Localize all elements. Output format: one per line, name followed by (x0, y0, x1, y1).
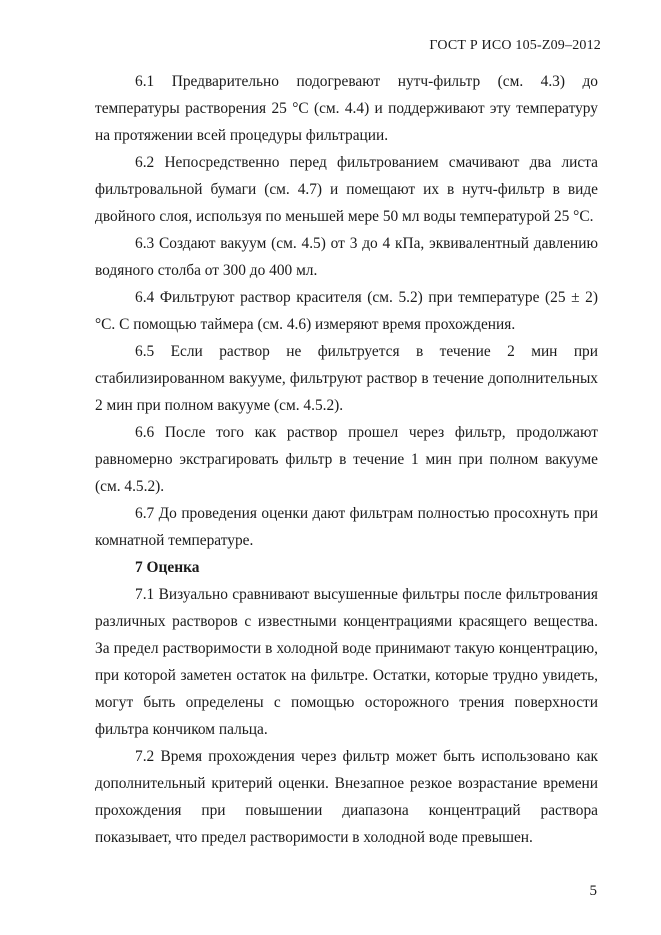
paragraph-6-6: 6.6 После того как раствор прошел через фильтр, продолжают равномерно экстрагировать фильтр в течение 1 мин при полном вакууме (см. 4.5.2). (95, 424, 598, 495)
section-7-heading: 7 Оценка (135, 559, 200, 576)
page-number: 5 (589, 883, 597, 899)
paragraph-6-3: 6.3 Создают вакуум (см. 4.5) от 3 до 4 кПа, эквивалентный давлению водяного столба от 300 до 400 мл. (95, 235, 598, 279)
paragraph-6-5: 6.5 Если раствор не фильтруется в течение 2 мин при стабилизированном вакууме, фильтруют раствор в течение дополнительных 2 мин при полном вакууме (см. 4.5.2). (95, 343, 598, 414)
paragraph-6-2: 6.2 Непосредственно перед фильтрованием смачивают два листа фильтровальной бумаги (см. 4.7) и помещают их в нутч-фильтр в виде двойного слоя, используя по меньшей мере 50 мл воды температурой 25 °C. (95, 154, 598, 225)
paragraph-7-1: 7.1 Визуально сравнивают высушенные фильтры после фильтрования различных растворов с известными концентрациями красящего вещества. За предел растворимости в холодной воде принимают такую концентрацию, при которой заметен остаток на фильтре. Остатки, которые трудно увидеть, могут быть определены с помощью осторожного трения поверхности фильтра кончиком пальца. (95, 586, 598, 738)
document-code-header: ГОСТ Р ИСО 105-Z09–2012 (429, 38, 601, 53)
paragraph-6-1: 6.1 Предварительно подогревают нутч-фильтр (см. 4.3) до температуры растворения 25 °C (см. 4.4) и поддерживают эту температуру на протяжении всей процедуры фильтрации. (95, 73, 598, 144)
paragraph-7-2: 7.2 Время прохождения через фильтр может быть использовано как дополнительный критерий оценки. Внезапное резкое возрастание времени прохождения при повышении диапазона концентраций раствора показывает, что предел растворимости в холодной воде превышен. (95, 748, 598, 846)
paragraph-6-7: 6.7 До проведения оценки дают фильтрам полностью просохнуть при комнатной температуре. (95, 505, 598, 549)
paragraph-6-4: 6.4 Фильтруют раствор красителя (см. 5.2) при температуре (25 ± 2) °C. С помощью таймера (см. 4.6) измеряют время прохождения. (95, 289, 598, 333)
document-body (95, 68, 598, 851)
